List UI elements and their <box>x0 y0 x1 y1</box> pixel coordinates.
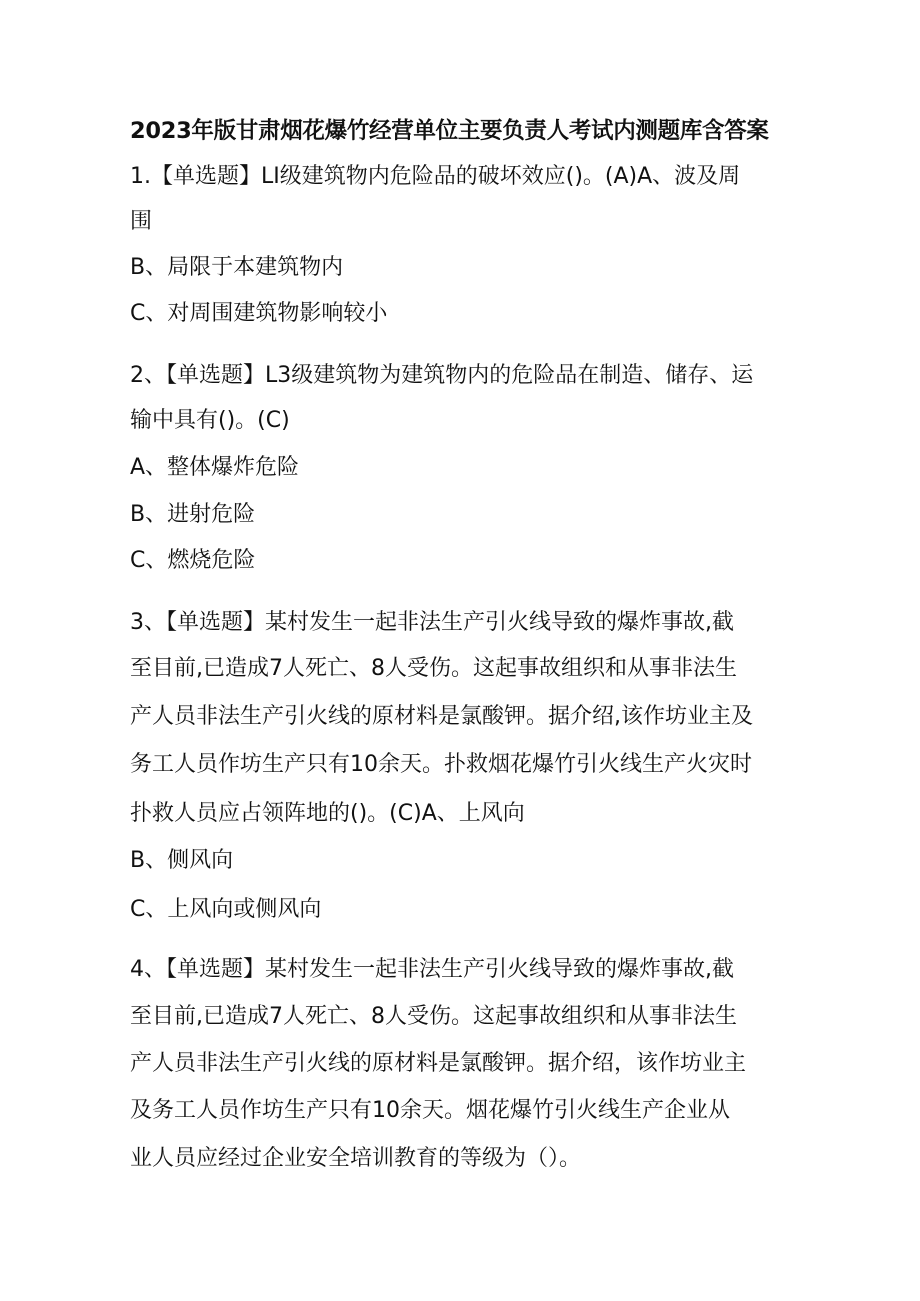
question-2-option-a: A、整体爆炸危险 <box>130 455 300 480</box>
question-3-option-c: C、上风向或侧风向 <box>130 897 322 922</box>
question-1-line-2: 围 <box>130 209 153 234</box>
question-4-line-1: 4、【单选题】某村发生一起非法生产引火线导致的爆炸事故,截 <box>130 957 734 982</box>
question-3-line-5: 扑救人员应占领阵地的()。(C)A、上风向 <box>130 801 525 826</box>
question-2-line-2: 输中具有()。(C) <box>130 408 290 433</box>
question-1-option-b: B、局限于本建筑物内 <box>130 255 344 280</box>
document-title: 2023年版甘肃烟花爆竹经营单位主要负责人考试内测题库含答案 <box>130 118 769 144</box>
question-4-line-4: 及务工人员作坊生产只有10余天。烟花爆竹引火线生产企业从 <box>130 1098 730 1123</box>
question-4-line-3: 产人员非法生产引火线的原材料是氯酸钾。据介绍，该作坊业主 <box>130 1051 747 1076</box>
question-4-line-2: 至目前,已造成7人死亡、8人受伤。这起事故组织和从事非法生 <box>130 1004 737 1029</box>
question-2-option-b: B、进射危险 <box>130 502 256 527</box>
question-1-option-c: C、对周围建筑物影响较小 <box>130 301 388 326</box>
question-3-option-b: B、侧风向 <box>130 848 234 873</box>
question-2-option-c: C、燃烧危险 <box>130 548 256 573</box>
question-3-line-3: 产人员非法生产引火线的原材料是氯酸钾。据介绍,该作坊业主及 <box>130 704 753 729</box>
question-3-line-1: 3、【单选题】某村发生一起非法生产引火线导致的爆炸事故,截 <box>130 610 734 635</box>
question-4-line-5: 业人员应经过企业安全培训教育的等级为（）。 <box>130 1146 582 1171</box>
question-1-line-1: 1.【单选题】LI级建筑物内危险品的破坏效应()。(A)A、波及周 <box>130 164 741 189</box>
question-2-line-1: 2、【单选题】L3级建筑物为建筑物内的危险品在制造、储存、运 <box>130 363 754 388</box>
question-3-line-4: 务工人员作坊生产只有10余天。扑救烟花爆竹引火线生产火灾时 <box>130 752 752 777</box>
question-3-line-2: 至目前,已造成7人死亡、8人受伤。这起事故组织和从事非法生 <box>130 656 737 681</box>
